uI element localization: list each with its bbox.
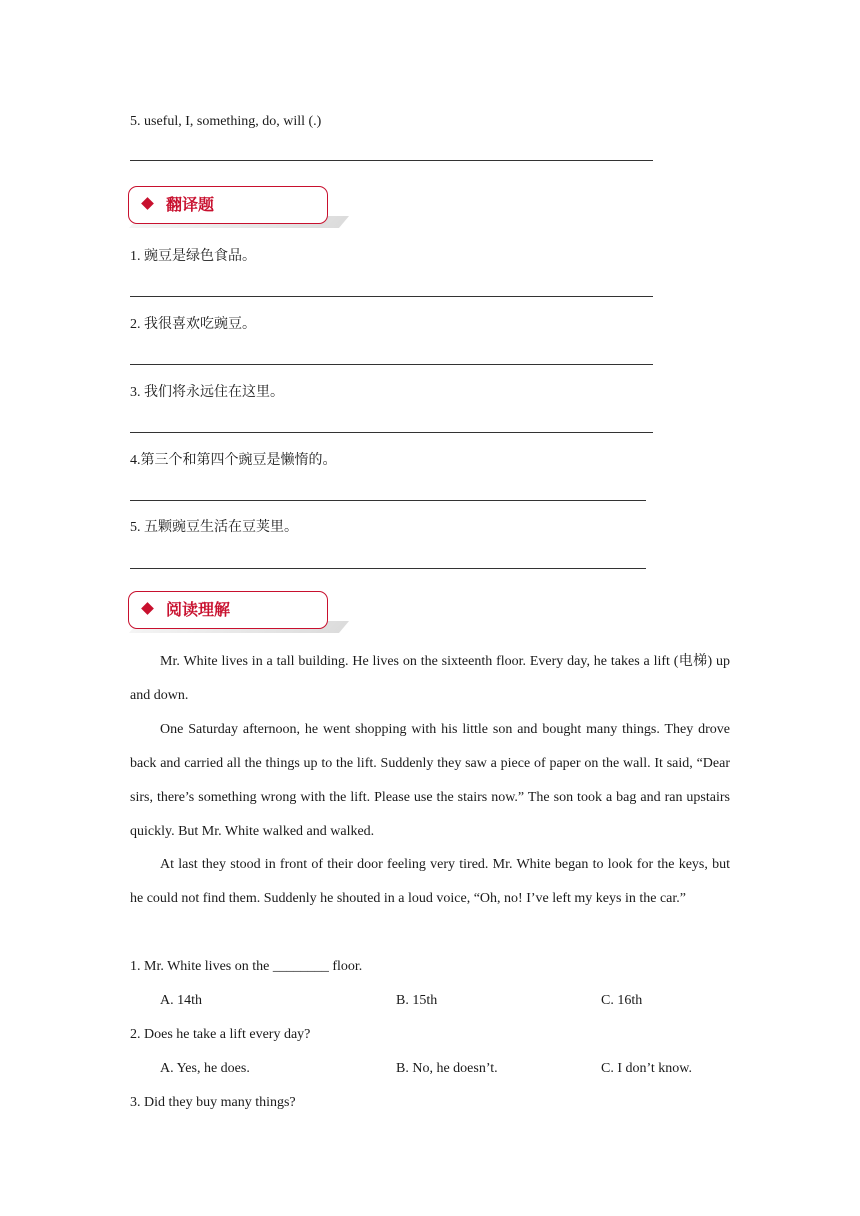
translation-item-4: 4.第三个和第四个豌豆是懒惰的。 <box>130 453 337 468</box>
section-title: 阅读理解 <box>166 600 231 619</box>
translation-item-5: 5. 五颗豌豆生活在豆荚里。 <box>130 520 298 535</box>
answer-line <box>130 500 646 501</box>
question-1: 1. Mr. White lives on the ________ floor. <box>130 959 363 974</box>
question-3: 3. Did they buy many things? <box>130 1095 296 1110</box>
question-1-option-c: C. 16th <box>601 993 643 1008</box>
answer-line <box>130 364 653 365</box>
translation-item-2: 2. 我很喜欢吃豌豆。 <box>130 317 256 332</box>
answer-line <box>130 432 653 433</box>
question-2-option-a: A. Yes, he does. <box>160 1061 250 1076</box>
question-2-option-c: C. I don’t know. <box>601 1061 692 1076</box>
passage-paragraph-2: One Saturday afternoon, he went shopping with his little son and bought many things. They drove back and carried all the things up to the lift. Suddenly they saw a piece of paper on the wall. It said, “Dear sirs, there’s something wrong with the lift. Please use the stairs now.” The son took a bag and ran upstairs quickly. But Mr. White walked and walked. <box>130 722 730 839</box>
section-heading-reading <box>128 591 332 631</box>
passage-paragraph-3: At last they stood in front of their door feeling very tired. Mr. White began to look for the keys, but he could not find them. Suddenly he shouted in a loud voice, “Oh, no! I’ve left my keys in the car.” <box>130 857 730 906</box>
section-heading-translation <box>128 186 332 226</box>
passage-paragraph-1: Mr. White lives in a tall building. He lives on the sixteenth floor. Every day, he takes a lift (电梯) up and down. <box>130 654 730 703</box>
sentence-item-5: 5. useful, I, something, do, will (.) <box>130 114 322 129</box>
answer-line <box>130 160 653 161</box>
translation-item-3: 3. 我们将永远住在这里。 <box>130 385 284 400</box>
question-1-option-a: A. 14th <box>160 993 202 1008</box>
question-2: 2. Does he take a lift every day? <box>130 1027 311 1042</box>
translation-item-1: 1. 豌豆是绿色食品。 <box>130 249 256 264</box>
heading-box <box>128 186 328 224</box>
question-1-option-b: B. 15th <box>396 993 438 1008</box>
answer-line <box>130 296 653 297</box>
question-2-option-b: B. No, he doesn’t. <box>396 1061 498 1076</box>
answer-line <box>130 568 646 569</box>
section-title: 翻译题 <box>166 195 215 214</box>
